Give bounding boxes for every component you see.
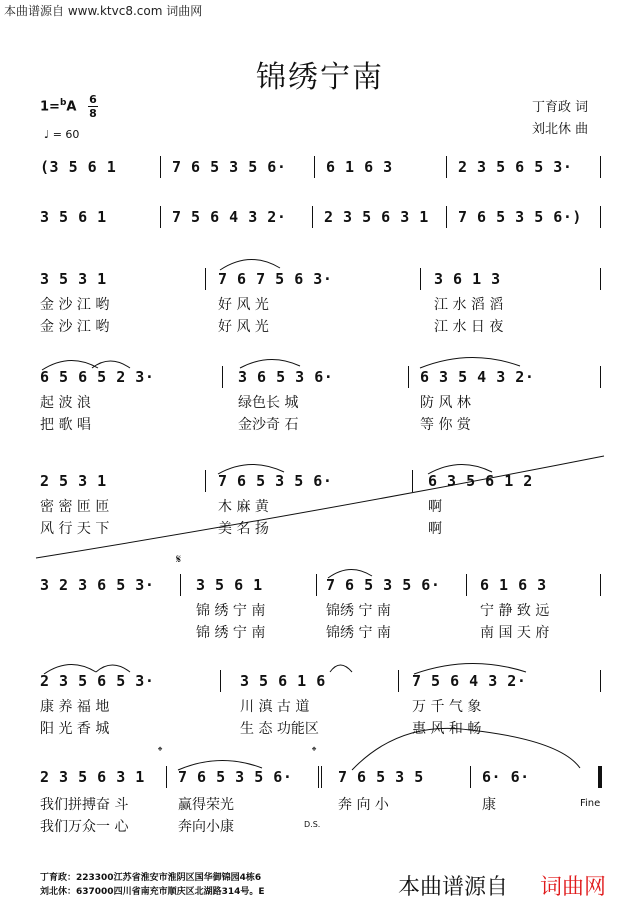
lyric-verse-2: 美 名 扬 — [218, 521, 269, 537]
measure: 7 5 6 4 3 2· — [412, 672, 527, 690]
key-flat: b — [59, 98, 67, 108]
measure: 7 6 7 5 6 3· — [218, 270, 333, 288]
lyric-verse-1: 康 养 福 地 — [40, 699, 110, 715]
lyric-verse-1: 奔 向 小 — [338, 797, 389, 813]
lyric-verse-2: 惠 风 和 畅 — [412, 721, 482, 737]
measure: 6 1 6 3 — [480, 576, 547, 594]
lyric-verse-2: 把 歌 唱 — [40, 417, 91, 433]
lyric-verse-1: 赢得荣光 — [178, 797, 234, 813]
lyric-verse-2: 我们万众一 心 — [40, 819, 129, 835]
lyric-verse-2: 阳 光 香 城 — [40, 721, 110, 737]
lyric-verse-2: 啊 — [428, 521, 442, 537]
brand-watermark-right: 词曲网 — [540, 875, 607, 900]
meter-top: 6 — [89, 93, 97, 106]
lyric-verse-2: 金 沙 江 哟 — [40, 319, 110, 335]
lyric-verse-2: 锦 绣 宁 南 — [196, 625, 266, 641]
measure: 6 5 6 5 2 3· — [40, 368, 155, 386]
measure: 7 6 5 3 5 6· — [172, 158, 287, 176]
lyric-verse-1: 康 — [482, 797, 496, 813]
measure: (3 5 6 1 — [40, 158, 117, 176]
measure: 3 6 1 3 — [434, 270, 501, 288]
brand-watermark-left: 本曲谱源自 — [398, 875, 509, 900]
lyric-verse-1: 绿色长 城 — [238, 395, 299, 411]
measure: 3 5 6 1 — [196, 576, 263, 594]
measure: 6 1 6 3 — [326, 158, 393, 176]
lyric-verse-2: 好 风 光 — [218, 319, 269, 335]
lyric-verse-2: 风 行 天 下 — [40, 521, 110, 537]
measure: 7 6 5 3 5 — [338, 768, 424, 786]
meter-bottom: 8 — [89, 107, 97, 120]
key-prefix: 1= — [40, 99, 60, 115]
lyric-verse-2: 江 水 日 夜 — [434, 319, 504, 335]
lyric-verse-1: 好 风 光 — [218, 297, 269, 313]
lyric-verse-1: 江 水 滔 滔 — [434, 297, 504, 313]
measure: 3 5 6 1 6 — [240, 672, 326, 690]
footer-lyricist-address: 丁育政：223300江苏省淮安市淮阴区国华御锦园4栋6 — [40, 873, 262, 883]
measure: 2 3 5 6 5 3· — [40, 672, 155, 690]
lyric-verse-2: 金沙奇 石 — [238, 417, 299, 433]
lyric-verse-1: 啊 — [428, 499, 442, 515]
fine-mark: Fine — [580, 798, 601, 809]
quarter-note-icon: ♩ — [44, 128, 50, 141]
lyric-verse-1: 金 沙 江 哟 — [40, 297, 110, 313]
lyric-verse-2: 南 国 天 府 — [480, 625, 550, 641]
measure: 6 3 5 4 3 2· — [420, 368, 535, 386]
coda-icon: 𝄌 — [158, 744, 163, 758]
lyric-verse-1: 锦绣 宁 南 — [326, 603, 391, 619]
lyric-verse-1: 万 千 气 象 — [412, 699, 482, 715]
measure: 7 6 5 3 5 6· — [218, 472, 333, 490]
measure: 3 5 6 1 — [40, 208, 107, 226]
composer-credit: 刘北休 曲 — [532, 122, 589, 137]
measure: 6· 6· — [482, 768, 530, 786]
song-title: 锦绣宁南 — [256, 60, 384, 95]
lyric-verse-1: 起 波 浪 — [40, 395, 91, 411]
lyric-verse-2: 锦绣 宁 南 — [326, 625, 391, 641]
measure: 7 6 5 3 5 6·) — [458, 208, 582, 226]
lyric-verse-2: 奔向小康 — [178, 819, 234, 835]
measure: 6 3 5 6 1 2 — [428, 472, 533, 490]
measure: 2 3 5 6 3 1 — [40, 768, 145, 786]
lyric-verse-1: 川 滇 古 道 — [240, 699, 310, 715]
key-note: A — [66, 99, 77, 115]
dal-segno-mark: D.S. — [304, 820, 321, 829]
lyric-verse-1: 锦 绣 宁 南 — [196, 603, 266, 619]
lyric-verse-2: 生 态 功能区 — [240, 721, 319, 737]
lyric-verse-1: 我们拼搏奋 斗 — [40, 797, 129, 813]
measure: 2 3 5 6 3 1 — [324, 208, 429, 226]
measure: 3 2 3 6 5 3· — [40, 576, 155, 594]
coda-icon: 𝄌 — [312, 744, 317, 758]
lyric-verse-1: 防 风 林 — [420, 395, 471, 411]
measure: 7 6 5 3 5 6· — [178, 768, 293, 786]
lyric-verse-1: 宁 静 致 远 — [480, 603, 550, 619]
measure: 2 3 5 6 5 3· — [458, 158, 573, 176]
lyricist-credit: 丁育政 词 — [532, 100, 589, 115]
segno-icon: 𝄋 — [176, 552, 182, 566]
source-watermark: 本曲谱源自 www.ktvc8.com 词曲网 — [4, 4, 203, 18]
measure: 3 5 3 1 — [40, 270, 107, 288]
measure: 3 6 5 3 6· — [238, 368, 334, 386]
footer-composer-address: 刘北休：637000四川省南充市顺庆区北湖路314号。E — [40, 887, 265, 897]
measure: 7 5 6 4 3 2· — [172, 208, 287, 226]
tempo-value: = 60 — [52, 128, 80, 141]
measure: 7 6 5 3 5 6· — [326, 576, 441, 594]
lyric-verse-1: 木 麻 黄 — [218, 499, 269, 515]
lyric-verse-1: 密 密 匝 匝 — [40, 499, 110, 515]
lyric-verse-2: 等 你 赏 — [420, 417, 471, 433]
measure: 2 5 3 1 — [40, 472, 107, 490]
